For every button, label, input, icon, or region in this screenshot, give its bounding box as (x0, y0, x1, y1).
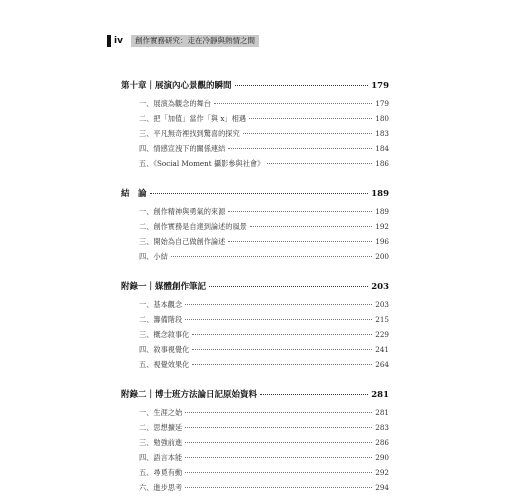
section-title: 第十章｜展演內心景觀的瞬間 (121, 81, 232, 91)
entry-label: 一、展演為觀念的舞台 (139, 99, 211, 108)
entry-label: 四、語言本能 (139, 453, 183, 462)
toc-section-conclusion (121, 188, 389, 264)
entry-page: 281 (375, 408, 389, 417)
book-title-banner: 創作實務研究：走在冷靜與熱情之間 (131, 35, 259, 47)
entry-label: 二、創作實務是自達到論述的風景 (139, 222, 247, 231)
toc-entry (121, 297, 389, 312)
section-title: 附錄一｜媒體創作筆記 (121, 282, 207, 292)
dot-leader (209, 286, 368, 287)
toc-entry (121, 234, 389, 249)
toc-entry (121, 357, 389, 372)
entry-page: 215 (375, 315, 389, 324)
section-page: 179 (371, 81, 389, 91)
running-head (107, 35, 259, 47)
entry-label: 三、勉強前進 (139, 438, 183, 447)
running-head-bar (107, 35, 111, 47)
dot-leader (192, 334, 372, 335)
toc-entry (121, 156, 389, 171)
entry-label: 四、敘事視覺化 (139, 345, 190, 354)
entry-page: 189 (375, 207, 389, 216)
entry-label: 五、尋覓有動 (139, 468, 183, 477)
entry-page: 286 (375, 438, 389, 447)
entry-page: 179 (375, 99, 389, 108)
entry-label: 四、情感宣洩下的關係連結 (139, 144, 226, 153)
dot-leader (249, 118, 372, 119)
toc-entry (121, 204, 389, 219)
entry-label: 三、開始為自己做創作論述 (139, 237, 226, 246)
entry-page: 264 (375, 360, 389, 369)
entry-page: 183 (375, 129, 389, 138)
entry-page: 192 (375, 222, 389, 231)
entry-page: 290 (375, 453, 389, 462)
entry-page: 292 (375, 468, 389, 477)
toc-entry (121, 342, 389, 357)
section-heading (121, 389, 389, 401)
dot-leader (228, 241, 372, 242)
toc-entry (121, 219, 389, 234)
dot-leader (228, 148, 372, 149)
entry-page: 229 (375, 330, 389, 339)
entry-label: 二、把「加值」當作「與 x」相遇 (139, 114, 246, 123)
entry-page: 184 (375, 144, 389, 153)
toc-entry (121, 405, 389, 420)
dot-leader (243, 133, 373, 134)
section-heading (121, 80, 389, 92)
entry-label: 一、基本觀念 (139, 300, 183, 309)
toc-entry (121, 480, 389, 495)
entry-label: 五、視覺效果化 (139, 360, 190, 369)
entry-label: 二、籌備階段 (139, 315, 183, 324)
dot-leader (185, 412, 372, 413)
page-number: iv (114, 36, 123, 46)
dot-leader (185, 472, 372, 473)
toc-entry (121, 249, 389, 264)
section-title: 結 論 (121, 189, 147, 199)
entry-page: 203 (375, 300, 389, 309)
toc-entry (121, 126, 389, 141)
dot-leader (185, 427, 372, 428)
dot-leader (260, 394, 368, 395)
toc-entry (121, 450, 389, 465)
toc-entry (121, 420, 389, 435)
toc-entry (121, 96, 389, 111)
entry-label: 五、《Social Moment 攝影參與社會》 (139, 159, 265, 168)
dot-leader (250, 226, 372, 227)
dot-leader (235, 85, 369, 86)
toc-section-appendix-2 (121, 389, 389, 495)
toc-entry (121, 312, 389, 327)
entry-label: 六、進步思考 (139, 483, 183, 492)
section-page: 281 (371, 390, 389, 400)
dot-leader (185, 304, 372, 305)
section-heading (121, 281, 389, 293)
toc-entry (121, 327, 389, 342)
toc-section-chapter-10 (121, 80, 389, 171)
dot-leader (267, 163, 372, 164)
toc-entry (121, 111, 389, 126)
dot-leader (192, 364, 372, 365)
dot-leader (185, 442, 372, 443)
entry-label: 一、生涯之始 (139, 408, 183, 417)
dot-leader (228, 211, 372, 212)
dot-leader (185, 319, 372, 320)
entry-label: 四、小結 (139, 252, 168, 261)
dot-leader (214, 103, 372, 104)
entry-page: 180 (375, 114, 389, 123)
entry-page: 196 (375, 237, 389, 246)
entry-page: 200 (375, 252, 389, 261)
dot-leader (185, 457, 372, 458)
dot-leader (192, 349, 372, 350)
entry-label: 三、平凡無奇裡找到驚喜的探究 (139, 129, 240, 138)
section-page: 203 (371, 282, 389, 292)
section-title: 附錄二｜博士班方法論日記原始資料 (121, 390, 258, 400)
toc-section-appendix-1 (121, 281, 389, 372)
dot-leader (171, 256, 373, 257)
table-of-contents (121, 80, 389, 495)
entry-page: 283 (375, 423, 389, 432)
entry-page: 241 (375, 345, 389, 354)
toc-entry (121, 435, 389, 450)
entry-label: 二、思想擴延 (139, 423, 183, 432)
entry-label: 一、創作精神與勇氣的來源 (139, 207, 226, 216)
entry-page: 186 (375, 159, 389, 168)
entry-label: 三、概念敘事化 (139, 330, 190, 339)
dot-leader (150, 193, 369, 194)
entry-page: 294 (375, 483, 389, 492)
toc-entry (121, 465, 389, 480)
dot-leader (185, 487, 372, 488)
section-heading (121, 188, 389, 200)
toc-entry (121, 141, 389, 156)
section-page: 189 (371, 189, 389, 199)
